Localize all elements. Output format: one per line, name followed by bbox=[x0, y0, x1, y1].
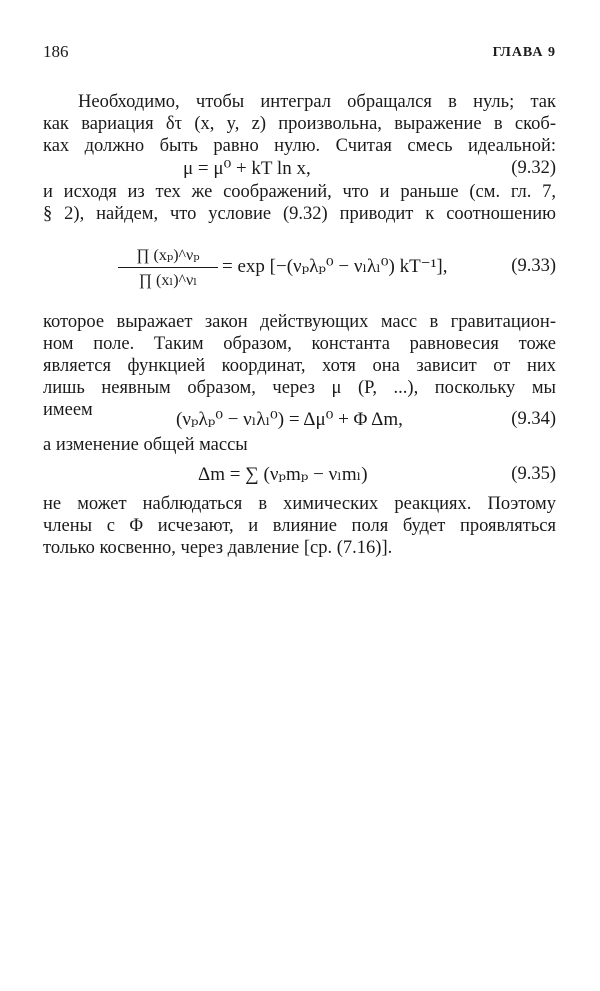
equation-9-35: Δm = ∑ (νₚmₚ − νₗmₗ) bbox=[198, 464, 368, 485]
equation-number: (9.32) bbox=[511, 158, 556, 178]
equation-9-33-fraction bbox=[118, 245, 218, 290]
text-line: как вариация δτ (x, y, z) произвольна, выражение в скоб- bbox=[43, 114, 556, 134]
chapter-header: ГЛАВА 9 bbox=[492, 45, 556, 60]
text-line: является функцией координат, хотя она зависит от них bbox=[43, 356, 556, 376]
equation-9-33-rhs: = exp [−(νₚλₚ⁰ − νₗλₗ⁰) kT⁻¹], bbox=[222, 256, 448, 277]
equation-number: (9.34) bbox=[511, 409, 556, 429]
text-line: имеем bbox=[43, 400, 93, 420]
equation-9-32: μ = μ⁰ + kT ln x, bbox=[183, 158, 311, 179]
text-line: ном поле. Таким образом, константа равновесия тоже bbox=[43, 334, 556, 354]
page-number: 186 bbox=[43, 42, 69, 61]
text-line: не может наблюдаться в химических реакциях. Поэтому bbox=[43, 494, 556, 514]
text-line: которое выражает закон действующих масс в гравитацион- bbox=[43, 312, 556, 332]
denominator: ∏ (xₗ)^νₗ bbox=[138, 272, 198, 289]
fraction-bar bbox=[118, 267, 218, 268]
text-line: ках должно быть равно нулю. Считая смесь идеальной: bbox=[43, 136, 556, 156]
text-line: а изменение общей массы bbox=[43, 435, 248, 455]
text-line: лишь неявным образом, через μ (P, ...), поскольку мы bbox=[43, 378, 556, 398]
numerator: ∏ (xₚ)^νₚ bbox=[136, 247, 200, 264]
text-line: § 2), найдем, что условие (9.32) приводит к соотношению bbox=[43, 204, 556, 224]
text-line: и исходя из тех же соображений, что и раньше (см. гл. 7, bbox=[43, 182, 556, 202]
equation-number: (9.33) bbox=[511, 256, 556, 276]
text-line: только косвенно, через давление [ср. (7.16)]. bbox=[43, 538, 393, 558]
equation-9-34: (νₚλₚ⁰ − νₗλₗ⁰) = Δμ⁰ + Φ Δm, bbox=[176, 409, 403, 430]
text-line: члены с Φ исчезают, и влияние поля будет проявляться bbox=[43, 516, 556, 536]
equation-number: (9.35) bbox=[511, 464, 556, 484]
text-line: Необходимо, чтобы интеграл обращался в нуль; так bbox=[78, 92, 556, 112]
